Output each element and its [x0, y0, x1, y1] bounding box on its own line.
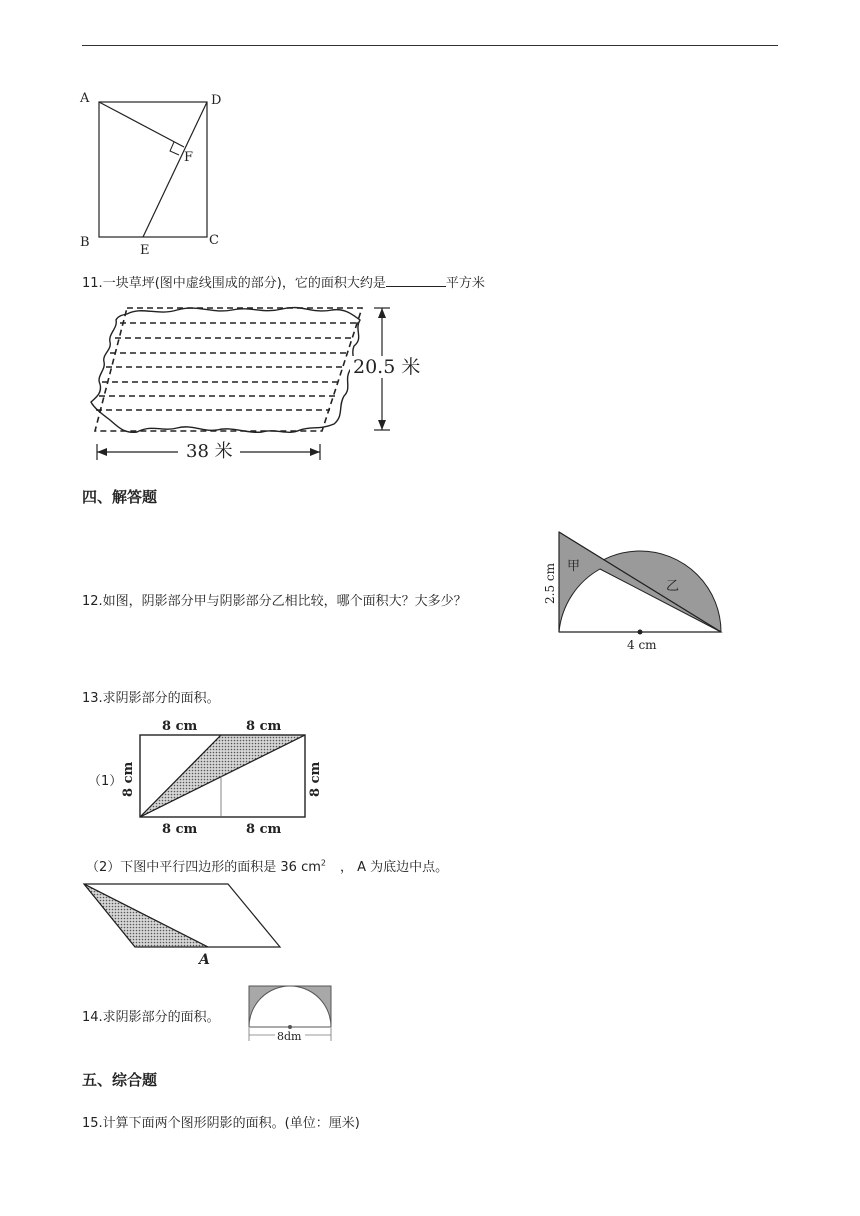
q13-1-right-side: 8 cm [308, 761, 323, 797]
section-5-title: 五、综合题 [82, 1071, 158, 1089]
question-15: 15.计算下面两个图形阴影的面积。(单位：厘米) [82, 1116, 360, 1131]
q12-jia-label: 甲 [567, 559, 581, 574]
question-13-part-2-text-a: （2）下图中平行四边形的面积是 36 cm [86, 860, 321, 875]
q13-1-figure [116, 715, 326, 840]
q13-1-bottom-right: 8 cm [246, 822, 282, 837]
q14-diameter-label: 8dm [277, 1030, 302, 1043]
q12-figure [538, 528, 728, 658]
label-a: A [80, 91, 90, 106]
section-4-title: 四、解答题 [82, 488, 158, 506]
q13-1-bottom-left: 8 cm [162, 822, 198, 837]
question-13-part-2-text-b: ， A 为底边中点。 [339, 860, 449, 875]
question-11-text-before: 一块草坪(图中虚线围成的部分)，它的面积大约是 [102, 276, 386, 291]
q12-yi-label: 乙 [666, 579, 680, 594]
q14-figure [245, 983, 335, 1045]
question-12: 12.如图，阴影部分甲与阴影部分乙相比较，哪个面积大？大多少？ [82, 594, 467, 609]
q13-2-point-a: A [199, 952, 210, 968]
q13-1-top-right: 8 cm [246, 719, 282, 734]
lawn-figure [82, 300, 432, 470]
question-13: 13.求阴影部分的面积。 [82, 691, 220, 706]
question-11-text-after: 平方米 [445, 276, 485, 291]
lawn-base-label: 38 米 [186, 441, 233, 462]
lawn-height-label: 20.5 米 [353, 356, 421, 378]
label-c: C [209, 233, 219, 248]
question-11 [82, 272, 485, 291]
q12-height-label: 2.5 cm [543, 563, 557, 604]
question-14: 14.求阴影部分的面积。 [82, 1010, 220, 1025]
question-13-part-1-label: （1） [88, 774, 123, 789]
superscript-two: 2 [320, 858, 326, 868]
label-d: D [211, 93, 222, 108]
header-rule [82, 45, 778, 46]
square-abcd-figure [70, 85, 230, 260]
q13-1-left-side: 8 cm [121, 761, 136, 797]
question-11-text: 11. [82, 276, 103, 291]
label-e: E [140, 243, 150, 258]
answer-blank [386, 274, 446, 287]
label-b: B [80, 235, 90, 250]
q13-2-figure [78, 878, 293, 973]
q13-1-top-left: 8 cm [162, 719, 198, 734]
q12-base-label: 4 cm [627, 638, 657, 652]
label-f: F [184, 150, 194, 165]
question-13-part-2 [86, 856, 448, 875]
